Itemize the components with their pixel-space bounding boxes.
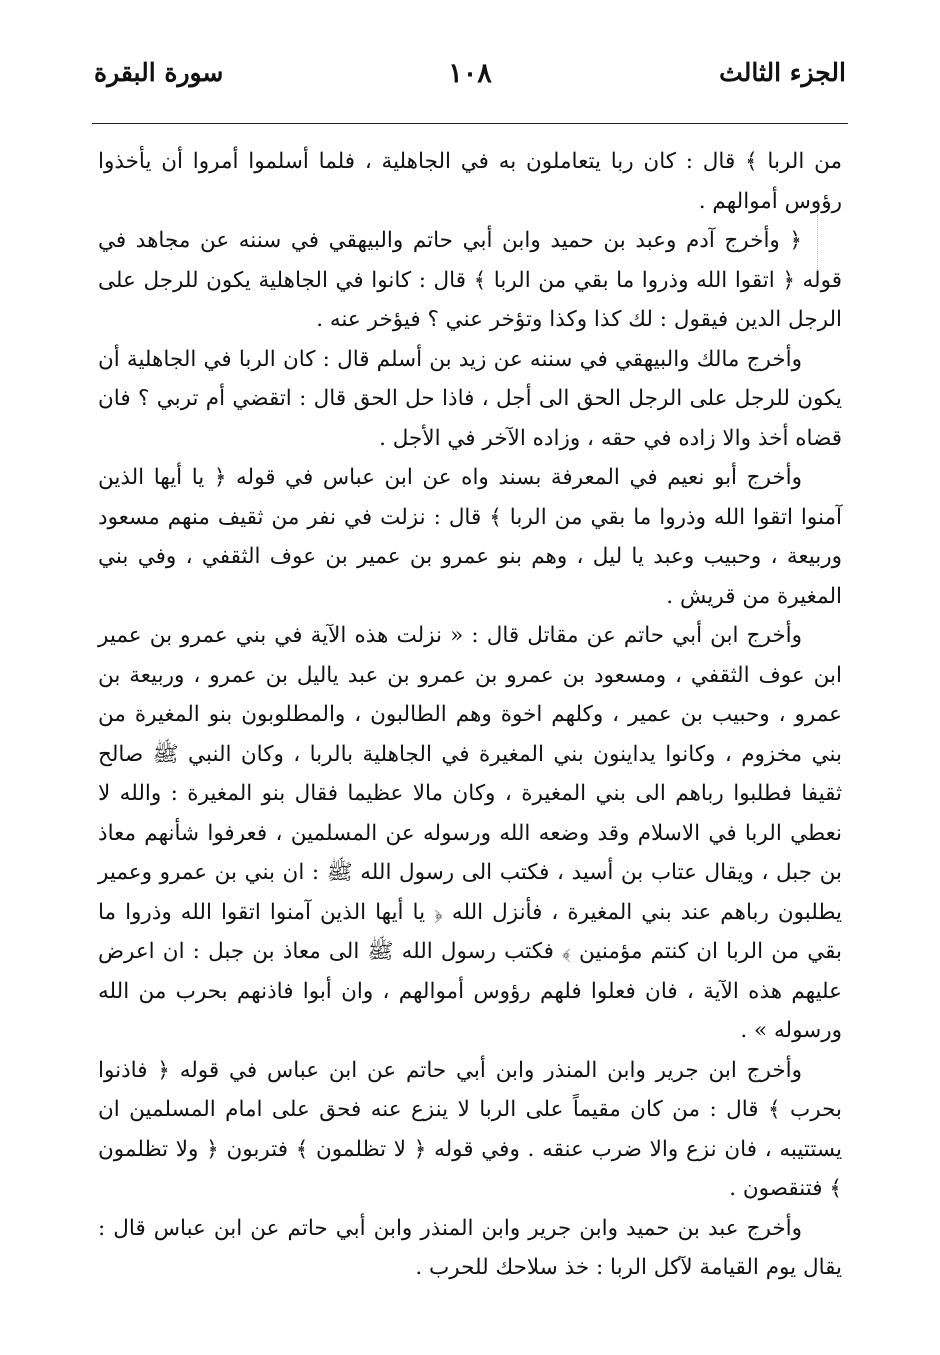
paragraph: ﴿ وأخرج آدم وعبد بن حميد وابن أبي حاتم والبيهقي في سننه عن مجاهد في قوله ﴿ اتقوا الله وذروا ما بقي من الربا ﴾ قال : كانوا في الجاهلية يكون للرجل على الرجل الدين فيقول : لك كذا وكذا وتؤخر عني ؟ فيؤخر عنه . — [98, 228, 842, 332]
part-title: الجزء الثالث — [719, 58, 846, 87]
paragraph: وأخرج ابن جرير وابن المنذر وابن أبي حاتم عن ابن عباس في قوله ﴿ فاذنوا بحرب ﴾ قال : من كان مقيماً على الربا لا ينزع عنه فحق على امام المسلمين ان يستتيبه ، فان نزع والا ضرب عنقه . وفي قوله ﴿ لا تظلمون ﴾ فتربون ﴿ ولا تظلمون ﴾ فتنقصون . — [98, 1057, 842, 1201]
paragraph: وأخرج مالك والبيهقي في سننه عن زيد بن أسلم قال : كان الربا في الجاهلية أن يكون للرجل على الرجل الحق الى أجل ، فاذا حل الحق قال : اتقضي أم تربي ؟ فان قضاه أخذ والا زاده في حقه ، وزاده الآخر في الأجل . — [98, 346, 842, 451]
paragraph: وأخرج عبد بن حميد وابن جرير وابن المنذر وابن أبي حاتم عن ابن عباس قال : يقال يوم القيامة لآكل الربا : خذ سلاحك للحرب . — [98, 1215, 842, 1280]
header-divider — [92, 123, 848, 124]
paragraph: وأخرج أبو نعيم في المعرفة بسند واه عن ابن عباس في قوله ﴿ يا أيها الذين آمنوا اتقوا الله وذروا ما بقي من الربا ﴾ قال : نزلت في نفر من ثقيف منهم مسعود وربيعة ، وحبيب وعبد يا ليل ، وهم بنو عمرو بن عمير بن عوف الثقفي ، وفي بني المغيرة من قريش . — [98, 465, 842, 609]
page-header — [94, 58, 846, 106]
page-body — [98, 142, 842, 1288]
paragraph: من الربا ﴾ قال : كان ربا يتعاملون به في الجاهلية ، فلما أسلموا أمروا أن يأخذوا رؤوس أموالهم . — [98, 149, 842, 214]
surah-title: سورة البقرة — [94, 58, 224, 87]
page-number: ١٠٨ — [448, 58, 492, 89]
paragraph: وأخرج ابن أبي حاتم عن مقاتل قال : « نزلت هذه الآية في بني عمرو بن عمير ابن عوف الثقفي ، ومسعود بن عمرو بن عمرو بن عبد ياليل بن عمرو ، وربيعة بن عمرو ، وحبيب بن عمير ، وكلهم اخوة وهم الطالبون ، والمطلوبون بنو المغيرة من بني مخزوم ، وكانوا يداينون بني المغيرة في الجاهلية بالربا ، وكان النبي ﷺ صالح ثقيفا فطلبوا رباهم الى بني المغيرة ، وكان مالا عظيما فقال بنو المغيرة : والله لا نعطي الربا في الاسلام وقد وضعه الله ورسوله عن المسلمين ، فعرفوا شأنهم معاذ بن جبل ، ويقال عتاب بن أسيد ، فكتب الى رسول الله ﷺ : ان بني بن عمرو وعمير يطلبون رباهم عند بني المغيرة ، فأنزل الله ﴿ يا أيها الذين آمنوا اتقوا الله وذروا ما بقي من الربا ان كنتم مؤمنين ﴾ فكتب رسول الله ﷺ الى معاذ بن جبل : ان اعرض عليهم هذه الآية ، فان فعلوا فلهم رؤوس أموالهم ، وان أبوا فاذنهم بحرب من الله ورسوله » . — [98, 623, 842, 1043]
